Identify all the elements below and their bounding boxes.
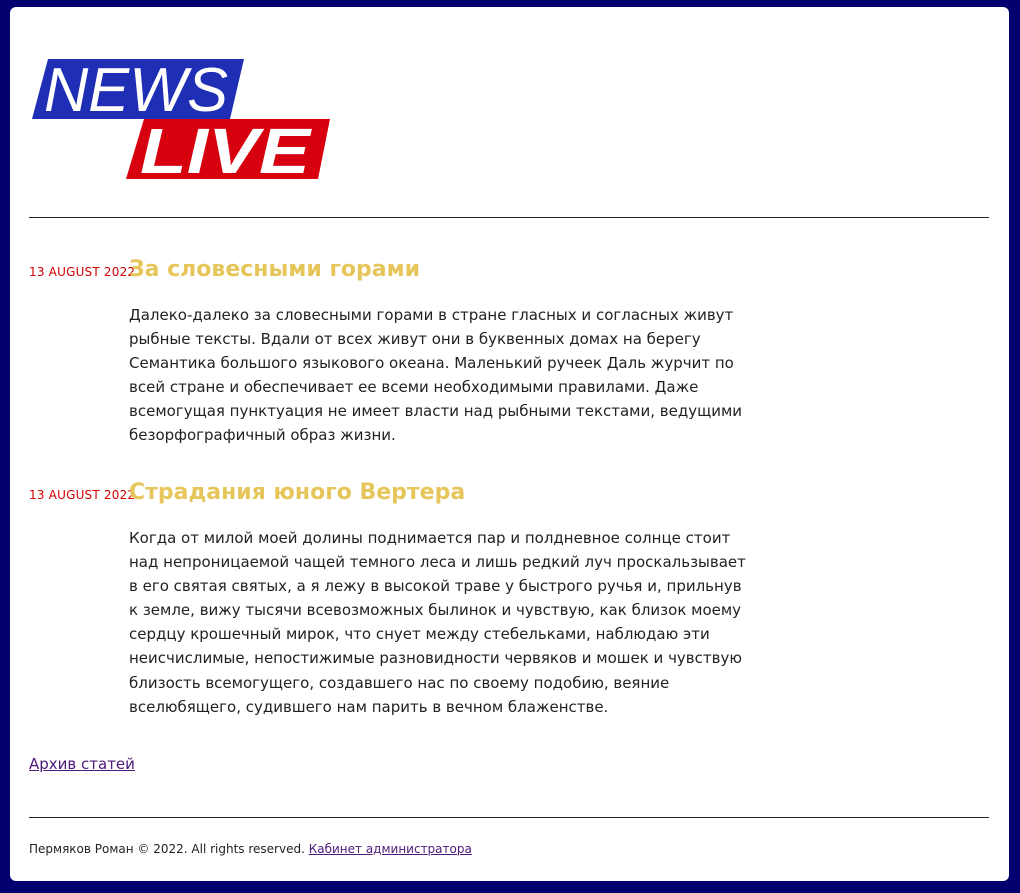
article-header — [29, 480, 759, 505]
archive-link[interactable]: Архив статей — [29, 755, 135, 773]
logo-line-live: LIVE — [140, 115, 313, 181]
article-body: Далеко-далеко за словесными горами в стране гласных и согласных живут рыбные тексты. Вдали от всех живут они в буквенных домах на берегу Семантика большого языкового океана. Маленький ручеек Даль журчит по всей стране и обеспечивает ее всеми необходимыми правилами. Даже всемогущая пунктуация не имеет власти над рыбными текстами, ведущими безорфографичный образ жизни. — [129, 306, 743, 445]
page-container — [10, 7, 1009, 881]
article-header — [29, 257, 759, 282]
article — [29, 480, 759, 719]
header-divider — [29, 217, 989, 218]
article-body: Когда от милой моей долины поднимается пар и полдневное солнце стоит над непроницаемой чащей темного леса и лишь редкий луч проскальзывает в его святая святых, а я лежу в высокой траве у быстрого ручья и, прильнув к земле, вижу тысячи всевозможных былинок и чувствую, как близок моему сердцу крошечный мирок, что снует между стебельками, наблюдаю эти неисчислимые, непостижимые разновидности червяков и мошек и чувствую близость всемогущего, создавшего нас по своему подобию, веяние вселюбящего, судившего нам парить в вечном блаженстве. — [129, 529, 746, 716]
footer-divider — [29, 817, 989, 818]
logo-line-news: NEWS — [44, 56, 228, 125]
article-date: 13 AUGUST 2022 — [29, 265, 136, 279]
article — [29, 257, 759, 448]
logo-graphic — [32, 51, 330, 181]
article-title[interactable]: За словесными горами — [129, 257, 421, 282]
footer — [29, 842, 472, 856]
news-live-logo[interactable] — [32, 51, 330, 181]
article-date: 13 AUGUST 2022 — [29, 488, 136, 502]
admin-cabinet-link[interactable]: Кабинет администратора — [308, 842, 472, 856]
footer-copyright: Пермяков Роман © 2022. All rights reserved. — [29, 842, 305, 856]
article-title[interactable]: Страдания юного Вертера — [129, 480, 466, 505]
